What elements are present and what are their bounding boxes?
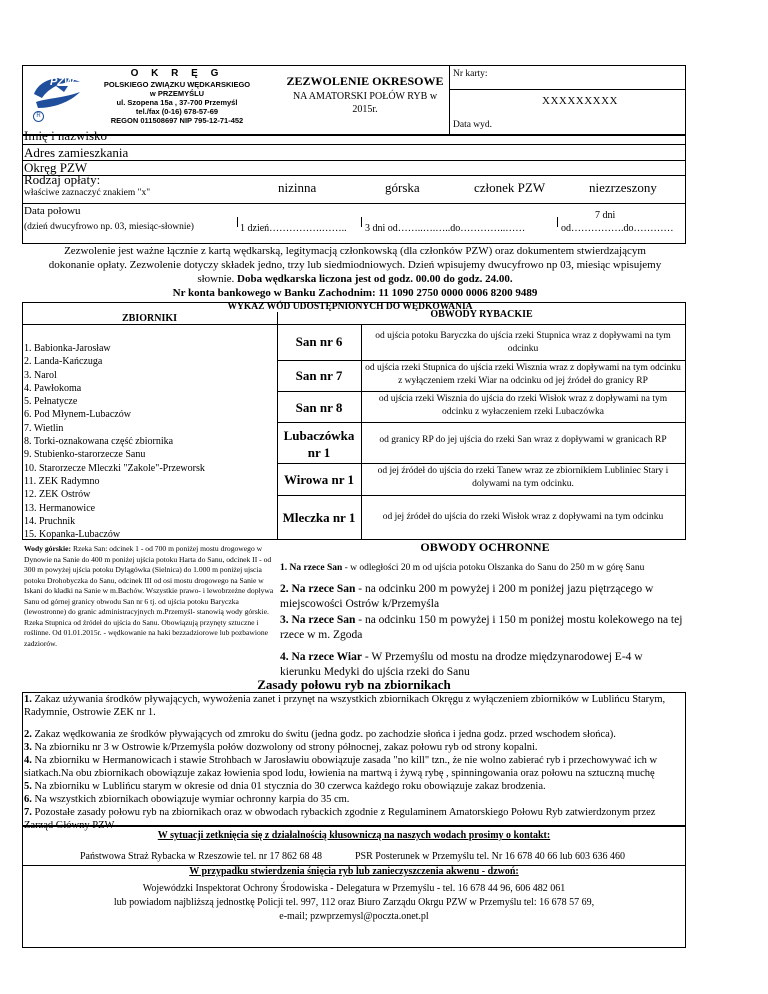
district-name: Wirowa nr 1	[283, 472, 355, 487]
protected-item: 4. Na rzece Wiar - W Przemyślu od mostu na drodze międzynarodowej E-4 w kierunku Medyki do ujścia rzeki do Sanu	[280, 651, 643, 678]
rule-item: 3. Na zbiorniku nr 3 w Ostrowie k/Przemyśla połów dozwolony od strony północnej, zakaz połowu ryb od strony kopalni.	[24, 742, 538, 753]
list-item: 7. Wietlin	[24, 422, 64, 434]
fishing-date-label: Data połowu	[24, 205, 81, 217]
list-item: 2. Landa-Kańczuga	[24, 356, 103, 368]
district-name: San nr 7	[295, 368, 343, 383]
rule-item: 6. Na wszystkich zbiornikach obowiązuje wymiar ochronny karpia do 35 cm.	[24, 794, 350, 805]
rules-heading: Zasady połowu ryb na zbiornikach	[257, 677, 451, 692]
page-subtitle: NA AMATORSKI POŁÓW RYB w 2015r.	[292, 91, 438, 115]
registered-mark-icon: R	[33, 111, 44, 122]
card-number-label: Nr karty:	[453, 69, 488, 79]
protected-heading: OBWODY OCHRONNE	[420, 540, 550, 554]
list-item: 12. ZEK Ostrów	[24, 489, 91, 501]
protected-item: 2. Na rzece San - na odcinku 200 m powyżej i 200 m poniżej jazu piętrzącego w miejscowości Ostrów k/Przemyśla	[280, 583, 654, 610]
district-desc: od granicy RP do jej ujścia do rzeki San wraz z dopływami w granicach RP	[379, 435, 667, 445]
districts-heading: OBWODY RYBACKIE	[430, 309, 533, 320]
district-name: Mleczka nr 1	[282, 510, 356, 525]
validity-notice: Zezwolenie jest ważne łącznie z kartą wędkarską, legitymacją członkowską (dla członków PZW) oraz dokumentem stwierdzającym dokonanie opłaty. Zezwolenie dotyczy składek jedno, trzy lub siedmiodniowych. Dzień wpisujemy dwucyfrowo np 03, miesiąc wpisujemy słownie. Doba wędkarska liczona jest od godz. 00.00 do godz. 24.00. Nr konta bankowego w Banku Zachodnim: 11 1090 2750 0000 0006 8200 9489	[48, 245, 662, 299]
date-option-1-day[interactable]: 1 dzień…………….……..	[240, 223, 347, 234]
list-item: 15. Kopanka-Lubaczów	[24, 529, 121, 541]
district-desc: od jej źródeł do ujścia do rzeki Wisłok wraz z dopływami na tym odcinku	[382, 512, 664, 522]
poaching-heading: W sytuacji zetknięcia się z działalnością kłusowniczą na naszych wodach prosimy o kontakt:	[157, 830, 551, 841]
list-item: 5. Pełnatycze	[24, 396, 78, 408]
list-item: 8. Torki-oznakowana część zbiornika	[24, 436, 174, 448]
rule-item: 5. Na zbiorniku w Lublińcu starym w okresie od dnia 01 stycznia do 30 czerwca każdego roku obowiązuje zakaz brodzenia.	[24, 781, 546, 792]
fee-option-member[interactable]: członek PZW	[474, 180, 546, 195]
list-item: 3. Narol	[24, 369, 57, 381]
address-field[interactable]: Adres zamieszkania	[24, 145, 129, 160]
rule-item: 7. Pozostałe zasady połowu ryb na zbiornikach oraz w obwodach rybackich zgodnie z Regulaminem Amatorskiego Połowu Ryb zatwierdzonym przez Zarząd Główny PZW	[24, 807, 656, 831]
district-name: Lubaczówka nr 1	[283, 428, 355, 460]
reservoir-list	[24, 342, 205, 541]
protected-item: 3. Na rzece San - na odcinku 150 m powyżej i 150 m poniżej mostu kolekowego na tej rzece w m. Zgoda	[280, 614, 683, 641]
card-number-value[interactable]: XXXXXXXXX	[542, 95, 618, 107]
list-item: 13. Hermanowice	[24, 502, 96, 514]
reservoirs-heading: ZBIORNIKI	[121, 313, 177, 324]
district-desc: od jej źródeł do ujścia do rzeki Tanew wraz ze zbiornikiem Lubliniec Stary i dolywami na tym odcinku.	[377, 466, 669, 489]
list-item: 10. Starorzecze Mleczki "Zakole"-Przeworsk	[24, 462, 205, 474]
mountain-waters-info: Wody górskie: Rzeka San: odcinek 1 - od 700 m poniżej mostu drogowego w Dynowie na Sanie do 400 m poniżej ujścia potoku Harta do Sanu, odcinek II - od 300 m powyżej ujścia potoku Dylągówka (Sielnica) do 1.000 m poniżej ujscia potoku Drohobyczka do Sanu, odcinek III od osi mostu drogowego na Sanie w Iskani do kładki na Sanie w m.Bachów. Wszystkie prawo- i lewobrzeżne dopływa Sanu od górnej granicy obwodu San nr 6 tj. od ujścia potoku Baryczka (lewostronne) do granic administracyjnych m.Przemyśl- stanowią wody górskie. Rzeka Stupnica od źródeł do ujścia do Sanu. Obowiązują przynęty sztuczne i roślinne. Od 01.01.2015r. - wędkowanie na haki bezzadziorowe lub pozbawione zadziorów.	[24, 544, 274, 648]
fee-option-lowland[interactable]: nizinna	[278, 180, 317, 195]
issue-date-label: Data wyd.	[453, 120, 493, 130]
fee-type-hint: właściwe zaznaczyć znakiem "x"	[24, 188, 151, 198]
rule-item: 1. Zakaz używania środków pływających, wywożenia zanet i przynęt na wszystkich zbiornikach Okręgu z wyłączeniem zbiorników w Lublińcu Starym, Radymnie, Ostrowie ZEK nr 1.	[24, 694, 666, 718]
district-field[interactable]: Okręg PZW	[24, 160, 88, 175]
list-item: 14. Pruchnik	[24, 515, 76, 527]
district-name: San nr 8	[295, 400, 343, 415]
rule-item: 2. Zakaz wędkowania ze środków pływających od zmroku do świtu (jedna godz. po zachodzie słońca i jedna godz. przed wschodem słońca).	[24, 729, 616, 740]
fee-option-mountain[interactable]: górska	[385, 180, 420, 195]
poaching-contact-right: PSR Posterunek w Przemyślu tel. Nr 16 678 40 66 lub 603 636 460	[355, 851, 625, 862]
list-item: 1. Babionka-Jarosław	[24, 343, 111, 354]
district-name: San nr 6	[295, 334, 343, 349]
name-field[interactable]: Imię i nazwisko	[24, 128, 108, 143]
protected-item: 1. Na rzece San - w odległości 20 m od ujścia potoku Olszanka do Sanu do 250 m w górę Sanu	[280, 563, 645, 573]
poaching-contact-left: Państwowa Straż Rybacka w Rzeszowie tel. nr 17 862 68 48	[80, 851, 323, 862]
pollution-heading: W przypadku stwierdzenia śnięcia ryb lub zanieczyszczenia akwenu - dzwoń:	[189, 866, 519, 877]
fishing-date-hint: (dzień dwucyfrowo np. 03, miesiąc-słownie)	[24, 222, 194, 232]
district-desc: od ujścia potoku Baryczka do ujścia rzeki Stupnica wraz z dopływami na tym odcinku	[375, 331, 671, 354]
date-option-7-days[interactable]: od…………….do…………	[561, 223, 674, 234]
fee-type-label: Rodzaj opłaty:	[24, 172, 101, 187]
pollution-contact: Wojewódzki Inspektorat Ochrony Środowiska - Delegatura w Przemyślu - tel. 16 678 44 96, 606 482 061 lub powiadom najbliższą jednostkę Policji tel. 997, 112 oraz Biuro Zarządu Okrgu PZW w Przemyślu tel: 16 678 57 69, e-mail; pzwprzemysl@poczta.onet.pl	[113, 883, 595, 922]
org-address: O K R Ę G POLSKIEGO ZWIĄZKU WĘDKARSKIEGO w PRZEMYŚLU ul. Szopena 15a , 37-700 Przemyśl tel./fax (0-16) 678-57-69 REGON 011508697 NIP 795-12-71-452	[103, 68, 251, 125]
logo-text: PZW	[50, 76, 75, 88]
district-desc: od ujścia rzeki Stupnica do ujścia rzeki Wisznia wraz z dopływami na tym odcinku z wyłączeniem rzeki Wiar na odcinku od jej źródeł do granicy RP	[365, 363, 681, 386]
list-item: 9. Stubienko-starorzecze Sanu	[24, 449, 146, 461]
list-item: 11. ZEK Radymno	[24, 475, 100, 487]
district-desc: od ujścia rzeki Wisznia do ujścia do rzeki Wisłok wraz z dopływami na tym odcinku z wyłaczeniem rzeki Lubaczówka	[378, 394, 668, 417]
page-title: ZEZWOLENIE OKRESOWE	[286, 74, 444, 88]
date-option-7-days-label: 7 dni	[595, 210, 616, 221]
fee-option-nonmember[interactable]: niezrzeszony	[589, 180, 657, 195]
waters-heading: WYKAZ WÓD UDOSTĘPNIONYCH DO WĘDKOWANIA	[227, 302, 473, 312]
list-item: 6. Pod Młynem-Lubaczów	[24, 409, 131, 421]
date-option-3-days[interactable]: 3 dni od……..….…..do…………..……	[365, 223, 526, 234]
bank-account: Nr konta bankowego w Banku Zachodnim: 11 1090 2750 0000 0006 8200 9489	[172, 287, 538, 299]
list-item: 4. Pawłokoma	[24, 382, 82, 394]
rule-item: 4. Na zbiorniku w Hermanowicach i stawie Strohbach w Jarosławiu obowiązuje zasada "no kill" tzn., że nie wolno zabierać ryb i przechowywać ich w siatkach.Na obu zbiornikach obowiązuje zakaz łowienia spod lodu, łowienia na martwą i żywą rybę , spinningowania oraz połowu na sztuczną muchę	[24, 755, 658, 779]
